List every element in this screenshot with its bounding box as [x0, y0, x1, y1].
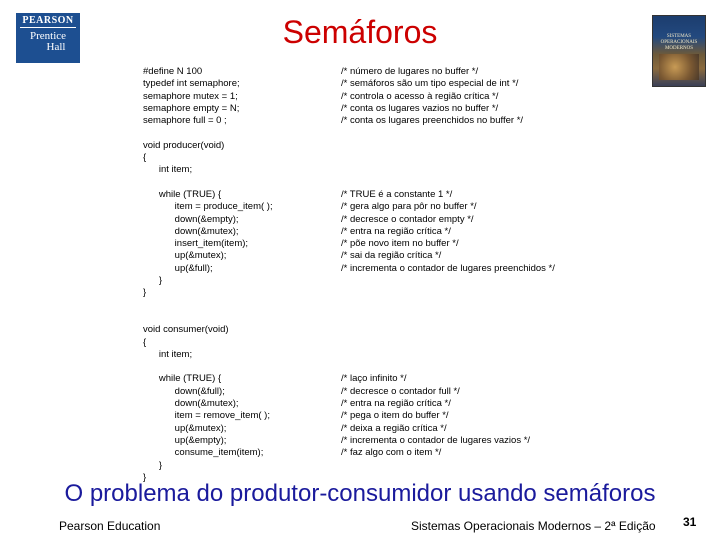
- code-comment-line: [341, 164, 555, 176]
- code-line: int item;: [143, 348, 193, 360]
- code-comment-line: [341, 324, 555, 336]
- code-line: while (TRUE) {: [143, 373, 222, 385]
- logo-line-1: PEARSON: [20, 15, 76, 28]
- code-comment-line: [341, 312, 555, 324]
- book-cover-art: [659, 54, 699, 80]
- code-comment-line: [341, 460, 555, 472]
- code-line: #define N 100: [143, 66, 203, 77]
- code-line: }: [143, 287, 147, 299]
- code-listing: [143, 66, 273, 484]
- code-comment-line: /* entra na região crítica */: [341, 225, 451, 237]
- code-line: [143, 300, 273, 312]
- code-line: down(&mutex);: [143, 398, 239, 410]
- code-line: [143, 312, 273, 324]
- code-comment-line: [341, 127, 555, 139]
- code-line: {: [143, 152, 147, 164]
- code-comment-line: /* decresce o contador full */: [341, 385, 460, 397]
- code-comment-line: /* entra na região crítica */: [341, 398, 451, 410]
- code-comment-line: /* deixa a região crítica */: [341, 422, 447, 434]
- code-comment-line: /* põe novo item no buffer */: [341, 238, 459, 250]
- logo-line-2: Prentice: [29, 30, 67, 42]
- code-line: [143, 361, 273, 373]
- code-comment-line: /* pega o item do buffer */: [341, 410, 449, 422]
- code-comment-line: /* gera algo para pôr no buffer */: [341, 201, 477, 213]
- code-line: [143, 127, 273, 139]
- code-comment-line: [341, 337, 555, 349]
- code-line: up(&empty);: [143, 434, 227, 446]
- code-line: semaphore full = 0 ;: [143, 115, 227, 127]
- code-comment-line: /* número de lugares no buffer */: [341, 66, 479, 77]
- slide-title: Semáforos: [282, 14, 438, 50]
- code-comment-line: /* sai da região crítica */: [341, 250, 442, 262]
- footer-book-title: Sistemas Operacionais Modernos – 2ª Edição: [411, 519, 656, 533]
- code-line: up(&mutex);: [143, 422, 227, 434]
- code-line: up(&full);: [143, 262, 213, 274]
- code-line: void producer(void): [143, 139, 225, 151]
- code-comment-line: [341, 349, 555, 361]
- code-comments: [341, 66, 555, 484]
- slide-subtitle: O problema do produtor-consumidor usando semáforos: [64, 480, 656, 507]
- code-line: {: [143, 336, 147, 348]
- code-line: typedef int semaphore;: [143, 78, 240, 90]
- code-comment-line: [341, 300, 555, 312]
- code-line: consume_item(item);: [143, 447, 264, 459]
- code-comment-line: /* TRUE é a constante 1 */: [341, 188, 453, 200]
- code-comment-line: [341, 361, 555, 373]
- code-line: }: [143, 275, 163, 287]
- code-comment-line: [341, 140, 555, 152]
- code-comment-line: /* controla o acesso à região crítica */: [341, 90, 499, 102]
- code-line: semaphore mutex = 1;: [143, 90, 238, 102]
- book-cover-title: SISTEMAS OPERACIONAIS MODERNOS: [660, 34, 698, 51]
- code-line: item = remove_item( );: [143, 410, 270, 422]
- code-comment-line: [341, 152, 555, 164]
- code-comment-line: [341, 287, 555, 299]
- code-line: down(&mutex);: [143, 225, 239, 237]
- code-line: semaphore empty = N;: [143, 102, 240, 114]
- page-number: 31: [683, 515, 697, 529]
- code-comment-line: /* semáforos são um tipo especial de int */: [341, 78, 519, 90]
- code-line: insert_item(item);: [143, 238, 249, 250]
- code-line: }: [143, 471, 147, 483]
- code-comment-line: /* incrementa o contador de lugares preenchidos */: [341, 262, 555, 274]
- code-comment-line: /* faz algo com o item */: [341, 447, 442, 459]
- code-comment-line: /* decresce o contador empty */: [341, 213, 474, 225]
- book-cover-image: [652, 15, 706, 87]
- footer-publisher: Pearson Education: [59, 519, 161, 533]
- code-line: down(&full);: [143, 385, 225, 397]
- code-line: up(&mutex);: [143, 250, 227, 262]
- code-comment-line: /* conta os lugares vazios no buffer */: [341, 102, 499, 114]
- code-line: }: [143, 459, 163, 471]
- code-line: int item;: [143, 164, 193, 176]
- code-line: [143, 177, 273, 189]
- code-comment-line: /* incrementa o contador de lugares vazios */: [341, 434, 531, 446]
- code-comment-line: /* conta os lugares preenchidos no buffer */: [341, 115, 524, 127]
- code-line: while (TRUE) {: [143, 188, 222, 200]
- code-line: item = produce_item( );: [143, 201, 273, 213]
- code-comment-line: [341, 275, 555, 287]
- code-line: void consumer(void): [143, 324, 229, 336]
- logo-line-3: Hall: [46, 41, 66, 53]
- code-line: down(&empty);: [143, 213, 239, 225]
- code-comment-line: /* laço infinito */: [341, 373, 407, 385]
- code-comment-line: [341, 177, 555, 189]
